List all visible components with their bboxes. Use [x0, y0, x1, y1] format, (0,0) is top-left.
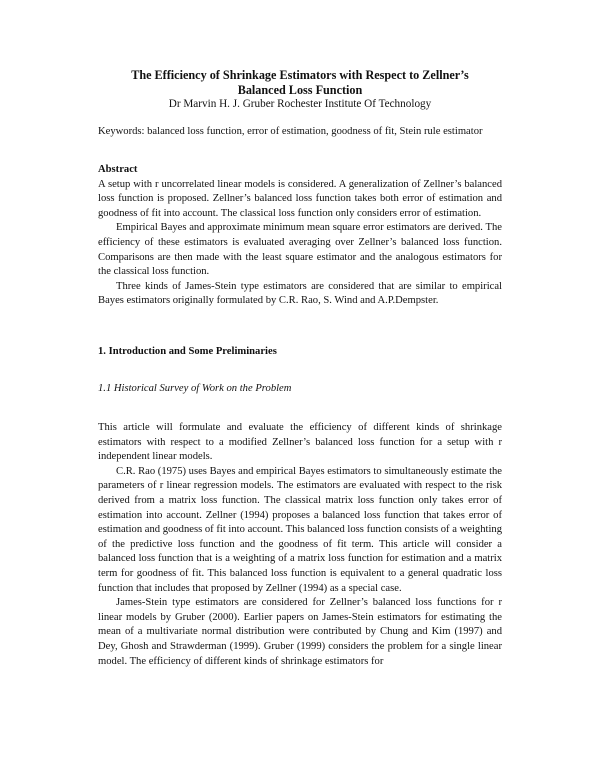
subsection-1-1-heading: 1.1 Historical Survey of Work on the Problem	[98, 383, 292, 394]
author-line: Dr Marvin H. J. Gruber Rochester Institute Of Technology	[168, 98, 432, 110]
title-line-2: Balanced Loss Function	[237, 83, 363, 97]
keywords	[98, 125, 502, 140]
abstract-heading: Abstract	[98, 164, 138, 175]
section-1-heading: 1. Introduction and Some Preliminaries	[98, 346, 277, 357]
abstract-paragraph-3: Three kinds of James-Stein type estimators are considered that are similar to empirical Bayes estimators originally formulated by C.R. Rao, S. Wind and A.P.Dempster.	[98, 280, 502, 307]
title-line-1: The Efficiency of Shrinkage Estimators with Respect to Zellner’s	[131, 68, 469, 82]
abstract-paragraph-2: Empirical Bayes and approximate minimum mean square error estimators are derived. The efficiency of these estimators is evaluated averaging over Zellner’s balanced loss function. Comparisons are then made with the least square estimator and the analogous estimators for the classical loss function.	[98, 222, 502, 278]
introduction-body	[98, 421, 502, 669]
keywords-text: Keywords: balanced loss function, error of estimation, goodness of fit, Stein rule estimator	[98, 126, 483, 137]
paper-title	[60, 68, 540, 98]
subsection-1-1-heading-block	[98, 382, 502, 397]
intro-paragraph-3: James-Stein type estimators are considered for Zellner’s balanced loss functions for r linear models by Gruber (2000). Earlier papers on James-Stein estimators for estimating the mean of a multivariate normal distribution were contributed by Chung and Kim (1997) and Dey, Ghosh and Strawderman (1999). Gruber (1999) considers the problem for a single linear model. The efficiency of different kinds of shrinkage estimators for	[98, 597, 502, 667]
intro-paragraph-1: This article will formulate and evaluate the efficiency of different kinds of shrinkage estimators with respect to a modified Zellner’s balanced loss function for a setup with r independent linear models.	[98, 422, 502, 463]
abstract-paragraph-1: A setup with r uncorrelated linear models is considered. A generalization of Zellner’s balanced loss function is proposed. Zellner’s balanced loss function takes both error of estimation and goodness of fit into account. The classical loss function only considers error of estimation.	[98, 178, 502, 219]
section-1-heading-block	[98, 345, 502, 360]
abstract-section	[98, 163, 502, 309]
intro-paragraph-2: C.R. Rao (1975) uses Bayes and empirical Bayes estimators to simultaneously estimate the parameters of r linear regression models. The estimators are evaluated with respect to the risk derived from a matrix loss function. The classical matrix loss function only takes error of estimation into account. Zellner (1994) proposes a balanced loss function that takes error of estimation and goodness of fit into account. This balanced loss function consists of a weighting of the predictive loss function and the goodness of fit term. This article will consider a balanced loss function that is a weighting of a matrix loss function for estimation and a matrix term for goodness of fit. This balanced loss function is equivalent to a general quadratic loss function that includes that proposed by Zellner (1994) as a special case.	[98, 465, 503, 594]
